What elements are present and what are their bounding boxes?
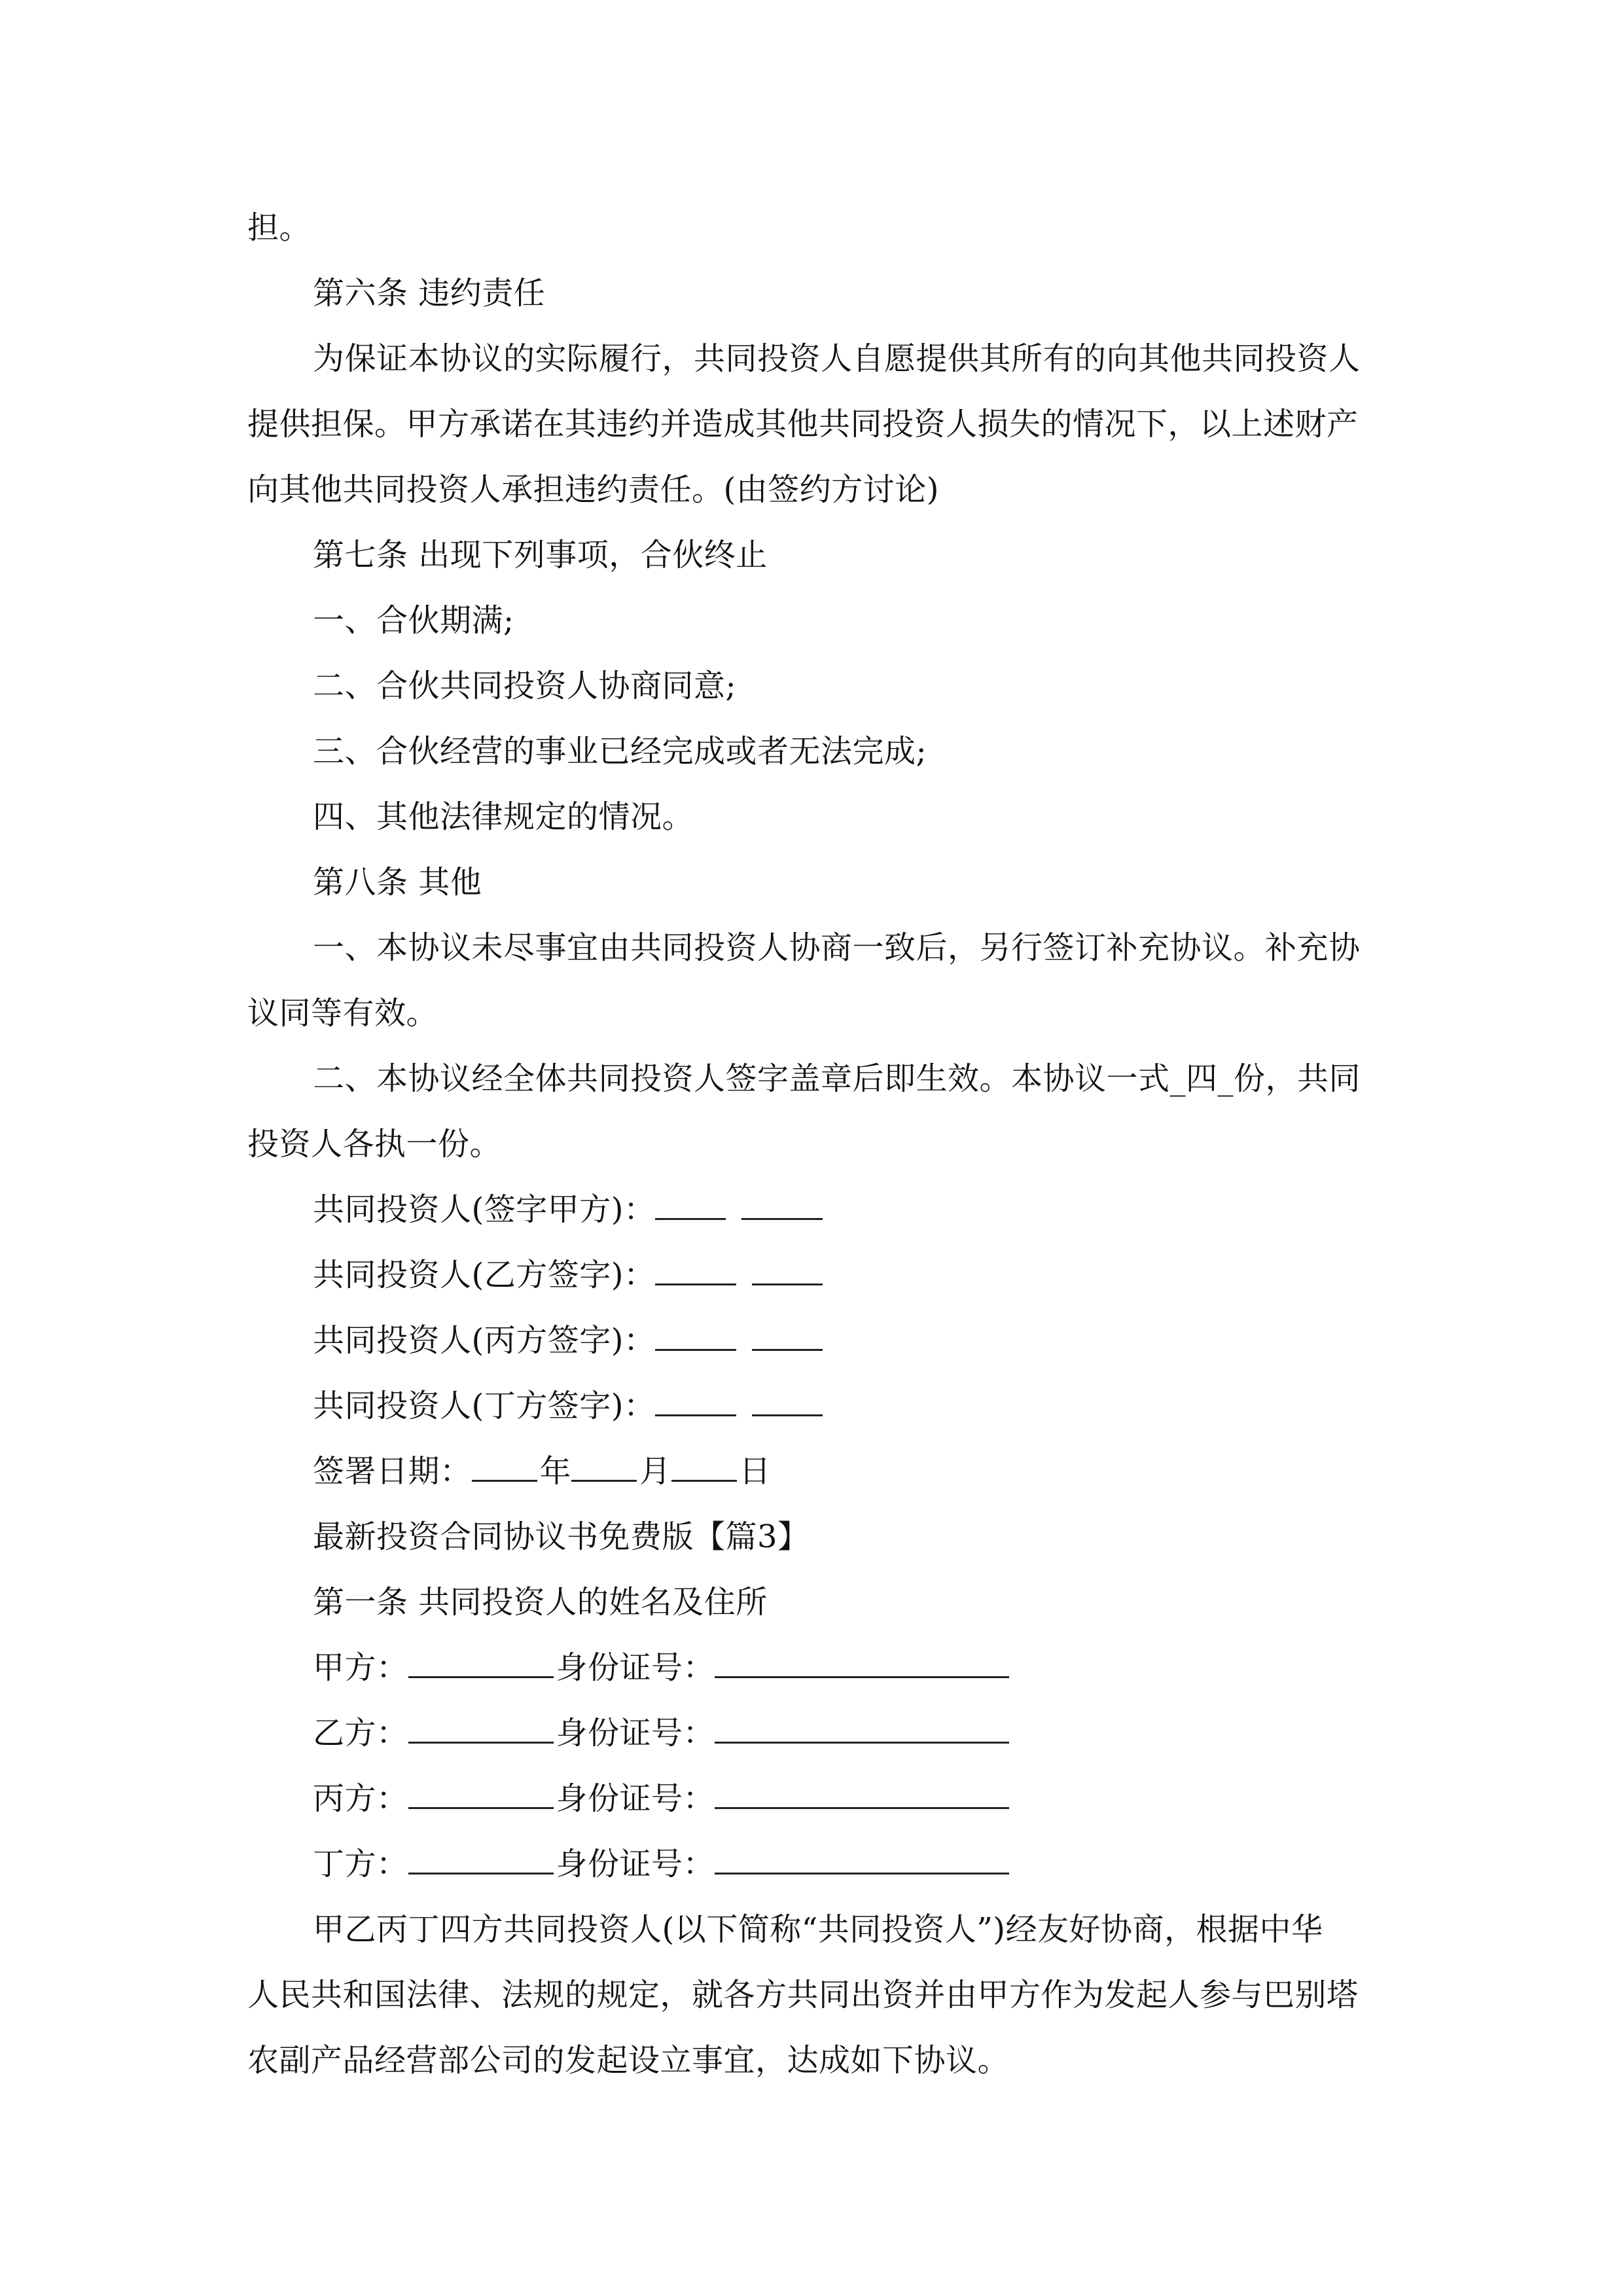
signature-line [247, 1177, 1389, 1242]
section-title: 最新投资合同协议书免费版【篇3】 [313, 1518, 810, 1555]
id-label: 身份证号： [556, 1715, 715, 1751]
signature-label: 共同投资人(乙方签字)： [313, 1257, 656, 1293]
article-six-heading: 第六条 违约责任 [313, 275, 546, 312]
year-label: 年 [539, 1453, 572, 1490]
document-body [247, 195, 1389, 2093]
id-label: 身份证号： [556, 1649, 715, 1686]
text-line: 向其他共同投资人承担违约责任。(由签约方讨论) [247, 471, 939, 508]
party-name-blank[interactable] [408, 1643, 554, 1678]
list-item: 三、合伙经营的事业已经完成或者无法完成; [313, 733, 927, 770]
month-blank[interactable] [571, 1447, 637, 1482]
article-seven-heading: 第七条 出现下列事项，合伙终止 [313, 537, 768, 573]
party-label: 乙方： [313, 1715, 408, 1751]
party-name-blank[interactable] [408, 1709, 554, 1744]
signature-line [247, 1242, 1389, 1308]
party-line [247, 1700, 1389, 1766]
text-line: 二、本协议经全体共同投资人签字盖章后即生效。本协议一式_四_份，共同 [313, 1060, 1361, 1097]
id-number-blank[interactable] [715, 1774, 1009, 1809]
signature-blank[interactable] [741, 1185, 823, 1220]
party-label: 丁方： [313, 1846, 408, 1882]
signing-date-line [247, 1439, 1389, 1504]
article-one-heading: 第一条 共同投资人的姓名及住所 [313, 1584, 768, 1621]
id-label: 身份证号： [556, 1846, 715, 1882]
signature-blank[interactable] [655, 1316, 736, 1351]
text-line: 议同等有效。 [247, 995, 438, 1031]
year-blank[interactable] [472, 1447, 537, 1482]
signature-blank[interactable] [752, 1382, 823, 1416]
id-number-blank[interactable] [715, 1709, 1009, 1744]
signature-label: 共同投资人(签字甲方)： [313, 1191, 656, 1228]
text-line: 人民共和国法律、法规的规定，就各方共同出资并由甲方作为发起人参与巴别塔 [247, 1977, 1359, 2013]
article-eight-heading: 第八条 其他 [313, 864, 482, 901]
text-line: 农副产品经营部公司的发起设立事宜，达成如下协议。 [247, 2042, 1010, 2079]
party-line [247, 1635, 1389, 1700]
party-name-blank[interactable] [408, 1840, 554, 1874]
text-line: 提供担保。甲方承诺在其违约并造成其他共同投资人损失的情况下，以上述财产 [247, 406, 1359, 442]
signature-blank[interactable] [752, 1316, 823, 1351]
signature-label: 共同投资人(丁方签字)： [313, 1388, 656, 1424]
text-line: 投资人各执一份。 [247, 1126, 502, 1162]
text-line: 一、本协议未尽事宜由共同投资人协商一致后，另行签订补充协议。补充协 [313, 929, 1361, 966]
party-label: 甲方： [313, 1649, 408, 1686]
party-name-blank[interactable] [408, 1774, 554, 1809]
date-label: 签署日期： [313, 1453, 472, 1490]
id-label: 身份证号： [556, 1780, 715, 1817]
month-label: 月 [639, 1453, 671, 1490]
signature-blank[interactable] [655, 1185, 726, 1220]
day-blank[interactable] [671, 1447, 737, 1482]
id-number-blank[interactable] [715, 1840, 1009, 1874]
text-line: 甲乙丙丁四方共同投资人(以下简称“共同投资人”)经友好协商，根据中华 [313, 1911, 1323, 1948]
party-label: 丙方： [313, 1780, 408, 1817]
signature-blank[interactable] [655, 1251, 736, 1285]
signature-line [247, 1308, 1389, 1373]
list-item: 四、其他法律规定的情况。 [313, 798, 694, 835]
day-label: 日 [739, 1453, 772, 1490]
text-line: 为保证本协议的实际履行，共同投资人自愿提供其所有的向其他共同投资人 [313, 340, 1361, 377]
signature-blank[interactable] [655, 1382, 736, 1416]
list-item: 一、合伙期满; [313, 602, 514, 639]
signature-label: 共同投资人(丙方签字)： [313, 1322, 656, 1359]
id-number-blank[interactable] [715, 1643, 1009, 1678]
signature-blank[interactable] [752, 1251, 823, 1285]
signature-line [247, 1373, 1389, 1439]
party-line [247, 1766, 1389, 1831]
text-line: 担。 [247, 209, 312, 246]
list-item: 二、合伙共同投资人协商同意; [313, 668, 737, 704]
party-line [247, 1831, 1389, 1897]
